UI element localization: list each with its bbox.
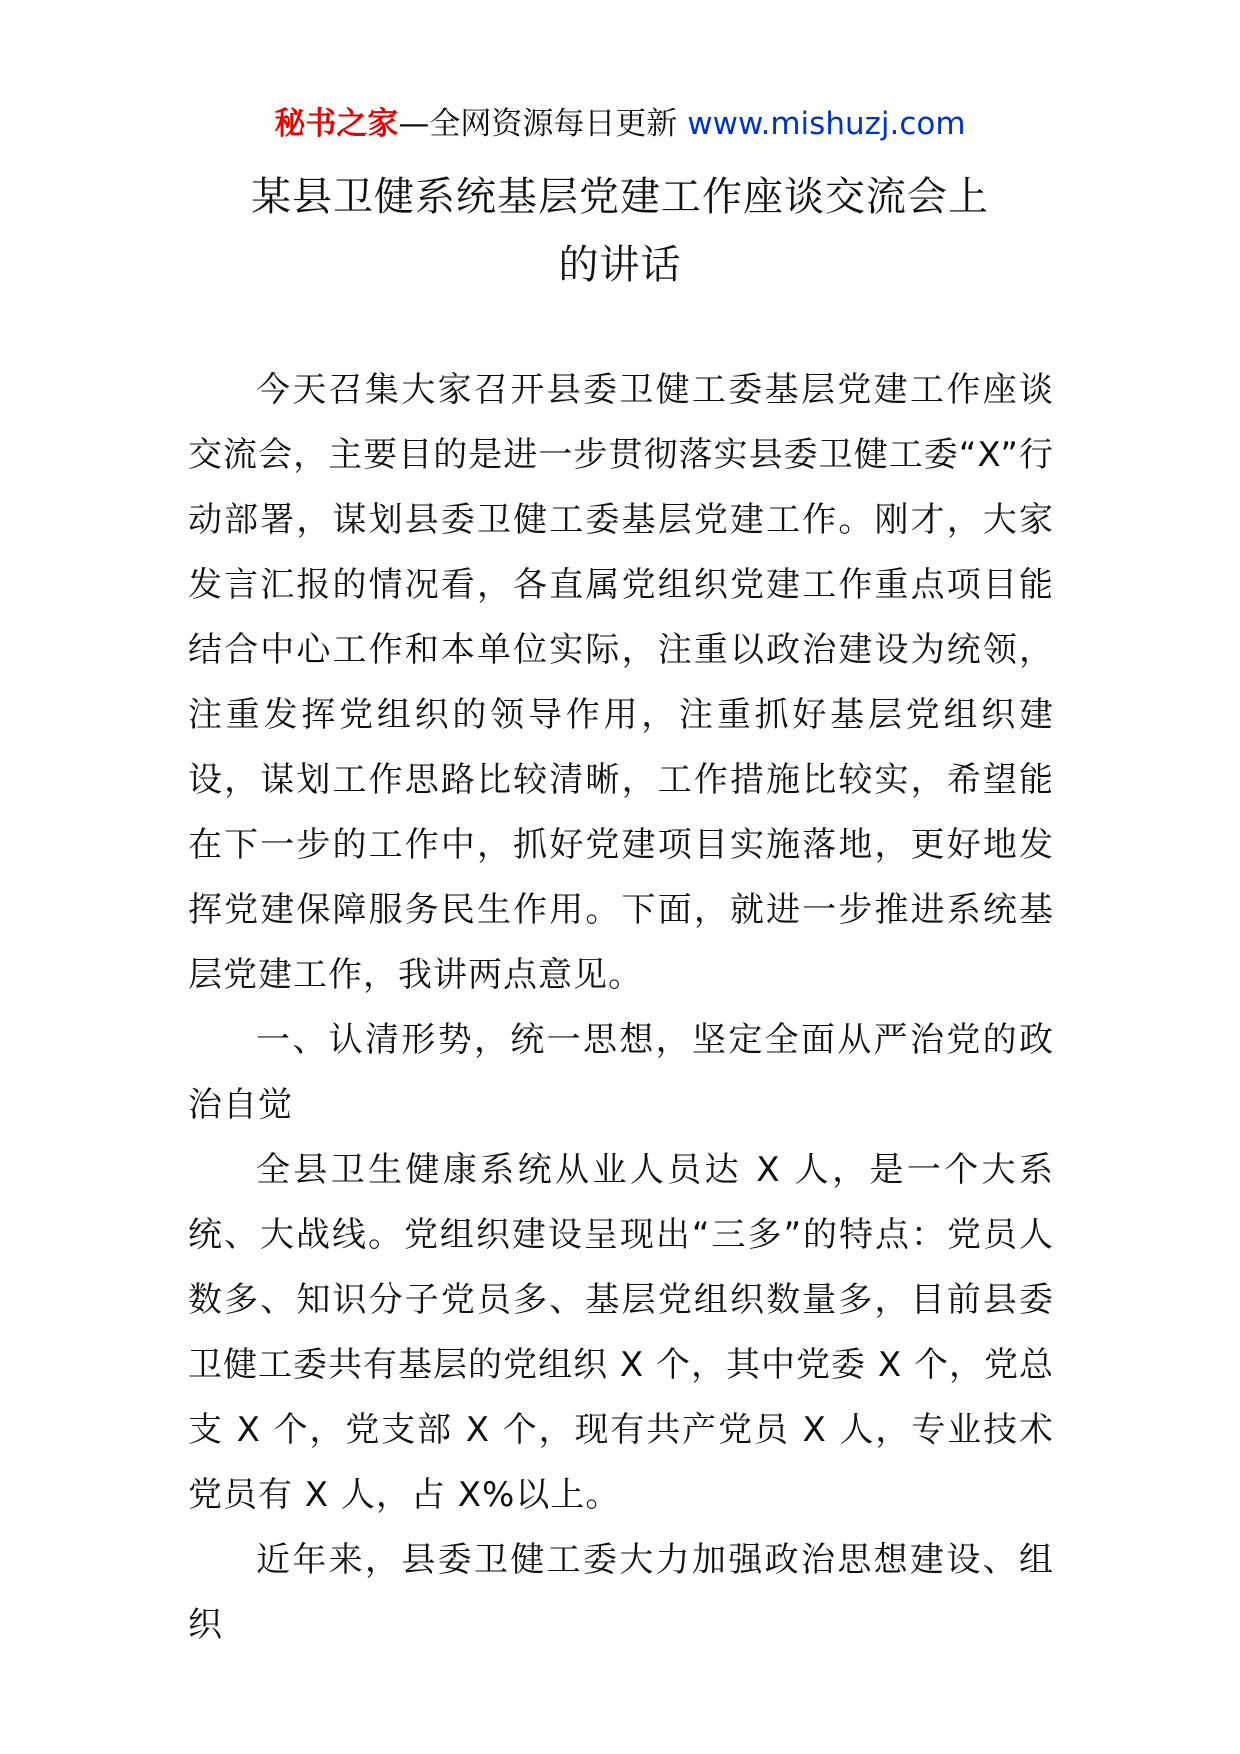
paragraph-recent: 近年来，县委卫健工委大力加强政治思想建设、组织 bbox=[188, 1540, 1054, 1645]
section-heading-1: 一、认清形势，统一思想，坚定全面从严治党的政治自觉 bbox=[188, 1020, 1054, 1125]
document-body bbox=[188, 358, 1054, 1658]
title-line-2: 的讲话 bbox=[558, 242, 682, 288]
paragraph-stats: 全县卫生健康系统从业人员达 X 人，是一个大系统、大战线。党组织建设呈现出“三多”的特点：党员人数多、知识分子党员多、基层党组织数量多，目前县委卫健工委共有基层的党组织 X 个，其中党委 X 个，党总支 X 个，党支部 X 个，现有共产党员 X 人，专业技术党员有 X 人，占 X%以上。 bbox=[188, 1150, 1054, 1515]
paragraph-intro: 今天召集大家召开县委卫健工委基层党建工作座谈交流会，主要目的是进一步贯彻落实县委卫健工委“X”行动部署，谋划县委卫健工委基层党建工作。刚才，大家发言汇报的情况看，各直属党组织党建工作重点项目能结合中心工作和本单位实际，注重以政治建设为统领，注重发挥党组织的领导作用，注重抓好基层党组织建设，谋划工作思路比较清晰，工作措施比较实，希望能在下一步的工作中，抓好党建项目实施落地，更好地发挥党建保障服务民生作用。下面，就进一步推进系统基层党建工作，我讲两点意见。 bbox=[188, 370, 1054, 995]
banner-slogan: —全网资源每日更新 bbox=[398, 106, 688, 142]
brand-name: 秘书之家 bbox=[274, 106, 399, 142]
site-banner bbox=[0, 102, 1240, 146]
document-title bbox=[0, 163, 1240, 299]
website-link[interactable]: www.mishuzj.com bbox=[687, 106, 966, 142]
title-line-1: 某县卫健系统基层党建工作座谈交流会上 bbox=[251, 174, 989, 220]
